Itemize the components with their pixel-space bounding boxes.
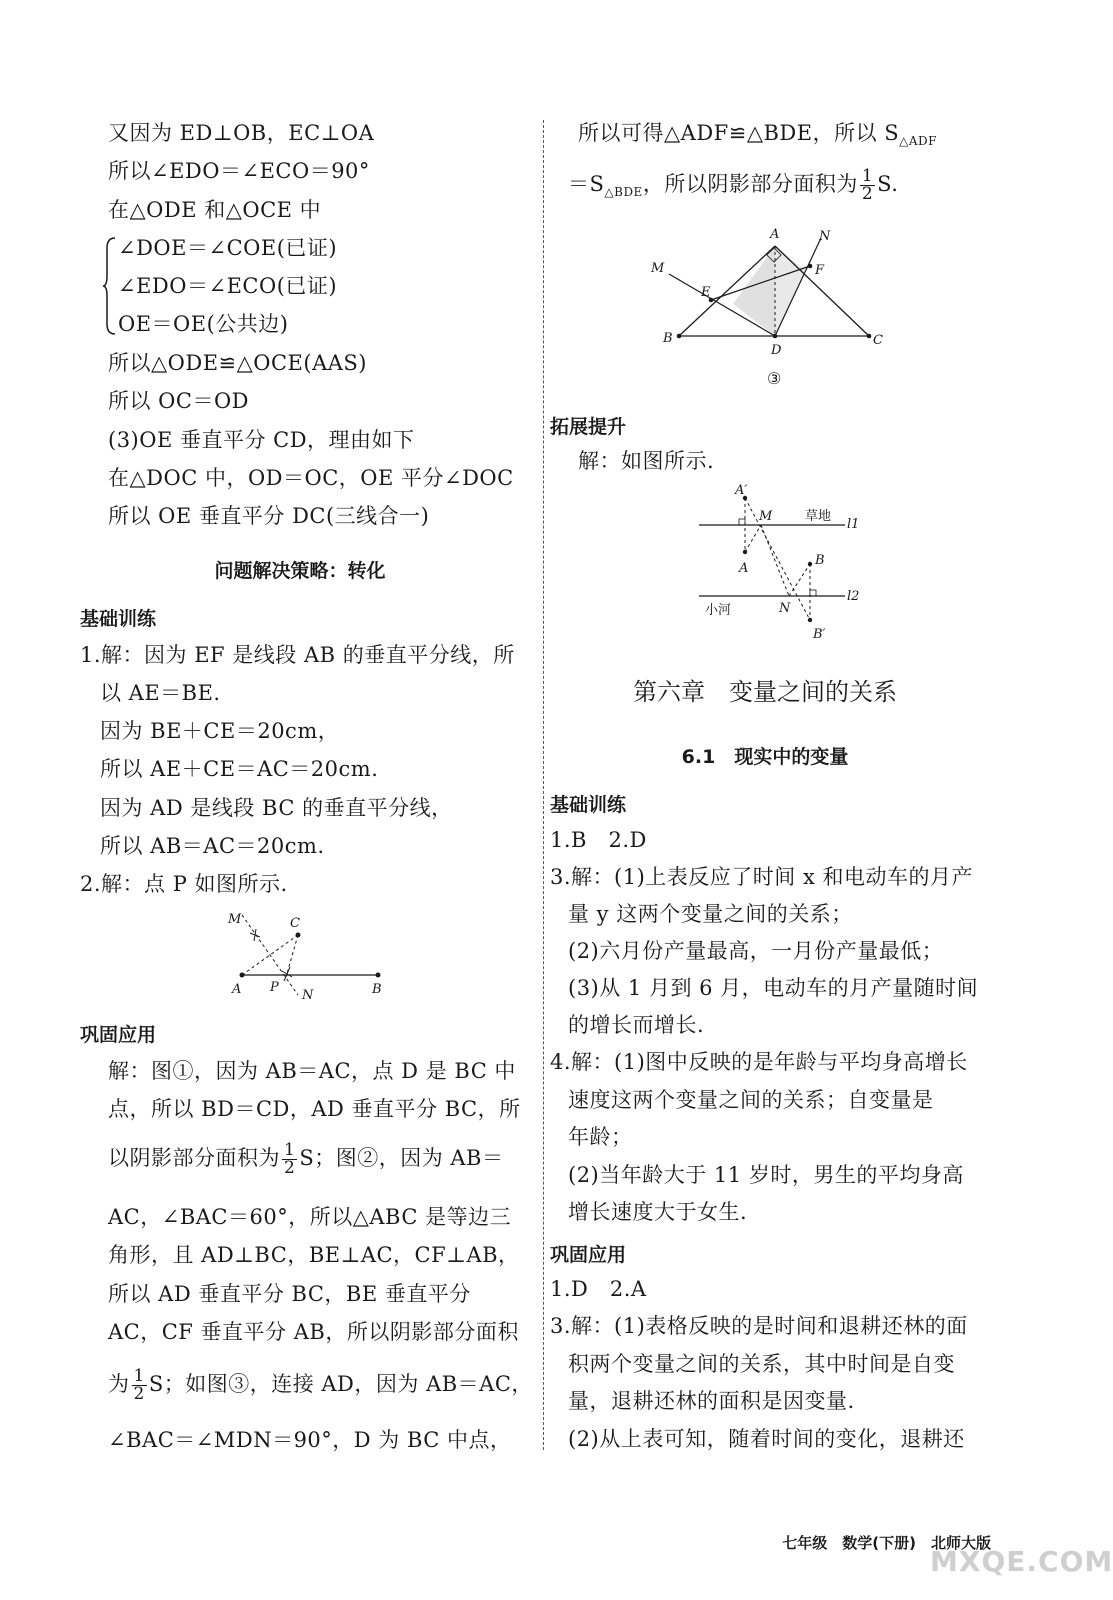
text-run: 为 [108, 1372, 130, 1396]
answer-line: 2.解：点 P 如图所示. [80, 872, 288, 896]
subscript: △ADF [899, 134, 937, 149]
proof-line: 所以 OE 垂直平分 DC(三线合一) [108, 504, 430, 528]
fraction-numerator: 1 [861, 166, 874, 186]
answer-line: 所以 AE＋CE＝AC＝20cm. [100, 757, 379, 781]
answer-line [568, 168, 898, 207]
chapter-title: 第六章 变量之间的关系 [633, 678, 897, 706]
proof-line: ∠EDO＝∠ECO(已证) [118, 274, 338, 298]
label-e: E [701, 285, 711, 300]
fraction-numerator: 1 [284, 1140, 296, 1160]
proof-line: 所以∠EDO＝∠ECO＝90° [108, 159, 370, 183]
text-run: 所以可得△ADF≌△BDE，所以 S [578, 121, 900, 145]
answer-line: 以 AE＝BE. [100, 681, 221, 705]
answer-line: (3)从 1 月到 6 月，电动车的月产量随时间 [568, 976, 979, 1000]
label-l2: l2 [847, 589, 860, 604]
answer-line: 3.解：(1)表格反映的是时间和退耕还林的面 [550, 1314, 968, 1338]
answer-line: 1.D 2.A [550, 1277, 647, 1301]
answer-line: 增长速度大于女生. [568, 1200, 748, 1224]
answer-line: 1.B 2.D [550, 828, 647, 852]
figure-caption: ③ [767, 369, 782, 388]
label-a: A [770, 227, 780, 242]
text-run: ＝S [568, 172, 605, 196]
label-b: B [372, 982, 382, 997]
answer-line: (2)从上表可知，随着时间的变化，退耕还 [568, 1427, 965, 1451]
text-run: S. [877, 172, 899, 196]
label-b: B [663, 331, 673, 346]
answer-line: 3.解：(1)上表反应了时间 x 和电动车的月产 [550, 865, 973, 889]
fraction [860, 168, 875, 203]
answer-line: 解：如图所示. [578, 449, 715, 473]
label-f: F [815, 263, 825, 278]
answer-line: (2)当年龄大于 11 岁时，男生的平均身高 [568, 1163, 964, 1187]
text-run: 以阴影部分面积为 [108, 1146, 280, 1170]
answer-line [578, 118, 937, 156]
answer-line: 4.解：(1)图中反映的是年龄与平均身高增长 [550, 1050, 968, 1074]
label-a: A [739, 561, 749, 576]
answer-line: ∠BAC＝∠MDN＝90°，D 为 BC 中点， [108, 1428, 512, 1452]
fraction-denominator: 2 [861, 184, 874, 204]
fraction-denominator: 2 [133, 1384, 145, 1404]
label-d: D [771, 343, 782, 358]
answer-line: 因为 AD 是线段 BC 的垂直平分线， [100, 796, 453, 820]
proof-line: 在△DOC 中，OD＝OC，OE 平分∠DOC [108, 466, 514, 490]
label-c: C [290, 916, 300, 931]
watermark: MXQE.COM [930, 1545, 1113, 1578]
figure-point-p [220, 905, 400, 1005]
proof-line: ∠DOE＝∠COE(已证) [118, 236, 338, 260]
proof-line: (3)OE 垂直平分 CD，理由如下 [108, 428, 415, 452]
proof-line: 在△ODE 和△OCE 中 [108, 198, 322, 222]
answer-line: 速度这两个变量之间的关系；自变量是 [568, 1088, 934, 1112]
answer-line: 量，退耕还林的面积是因变量. [568, 1389, 855, 1413]
label-m: M [651, 261, 665, 276]
text-run: ，所以阴影部分面积为 [642, 172, 858, 196]
fraction-denominator: 2 [284, 1158, 296, 1178]
label-b-prime: B′ [813, 627, 826, 642]
answer-line: 角形，且 AD⊥BC，BE⊥AC，CF⊥AB， [108, 1243, 520, 1267]
section-heading: 巩固应用 [80, 1024, 157, 1046]
answer-line [108, 1142, 504, 1177]
label-b: B [815, 553, 825, 568]
answer-line: 点，所以 BD＝CD，AD 垂直平分 BC，所 [108, 1097, 521, 1121]
answer-line: 的增长而增长. [568, 1013, 705, 1037]
answer-line: 1.解：因为 EF 是线段 AB 的垂直平分线，所 [80, 643, 515, 667]
answer-line: (2)六月份产量最高，一月份产量最低； [568, 939, 944, 963]
answer-line: 所以 AB＝AC＝20cm. [100, 834, 325, 858]
answer-line: 积两个变量之间的关系，其中时间是自变 [568, 1352, 955, 1376]
section-title: 6.1 现实中的变量 [681, 746, 849, 768]
label-n: N [302, 988, 314, 1003]
label-grass: 草地 [805, 509, 832, 524]
label-a-prime: A′ [735, 483, 748, 498]
section-heading: 拓展提升 [550, 416, 627, 438]
proof-line: 所以 OC＝OD [108, 389, 250, 413]
label-l1: l1 [847, 517, 860, 532]
fraction [132, 1368, 147, 1403]
label-p: P [270, 980, 279, 995]
answer-line: 年龄； [568, 1125, 633, 1149]
section-heading: 基础训练 [80, 608, 157, 630]
answer-line: 所以 AD 垂直平分 BC，BE 垂直平分 [108, 1282, 471, 1306]
section-heading: 基础训练 [550, 794, 627, 816]
answer-line [108, 1368, 533, 1403]
page-footer: 七年级 数学(下册) 北师大版 [782, 1534, 991, 1552]
label-m: M [759, 509, 773, 524]
figure-3 [645, 222, 895, 412]
text-run: S；图②，因为 AB＝ [299, 1146, 504, 1170]
answer-line: AC，∠BAC＝60°，所以△ABC 是等边三 [108, 1205, 512, 1229]
answer-line: 解：图①，因为 AB＝AC，点 D 是 BC 中 [108, 1059, 516, 1083]
label-n: N [819, 229, 831, 244]
answer-line: 量 y 这两个变量之间的关系； [568, 902, 853, 926]
answer-line: 因为 BE＋CE＝20cm， [100, 719, 340, 743]
fraction [282, 1142, 297, 1177]
label-n: N [779, 601, 791, 616]
section-heading: 巩固应用 [550, 1244, 627, 1266]
strategy-title: 问题解决策略：转化 [214, 560, 386, 582]
column-divider [543, 120, 544, 1450]
proof-line: 所以△ODE≌△OCE(AAS) [108, 351, 367, 375]
label-c: C [873, 333, 883, 348]
subscript: △BDE [604, 185, 643, 200]
answer-line: AC，CF 垂直平分 AB，所以阴影部分面积 [108, 1320, 519, 1344]
proof-line: 又因为 ED⊥OB，EC⊥OA [108, 121, 375, 145]
proof-line: OE＝OE(公共边) [118, 312, 289, 336]
label-a: A [232, 982, 242, 997]
label-m: M [228, 912, 242, 927]
text-run: S；如图③，连接 AD，因为 AB＝AC， [148, 1372, 533, 1396]
figure-river [695, 478, 875, 643]
brace-icon [103, 236, 117, 336]
label-river: 小河 [705, 603, 732, 618]
fraction-numerator: 1 [133, 1366, 145, 1386]
